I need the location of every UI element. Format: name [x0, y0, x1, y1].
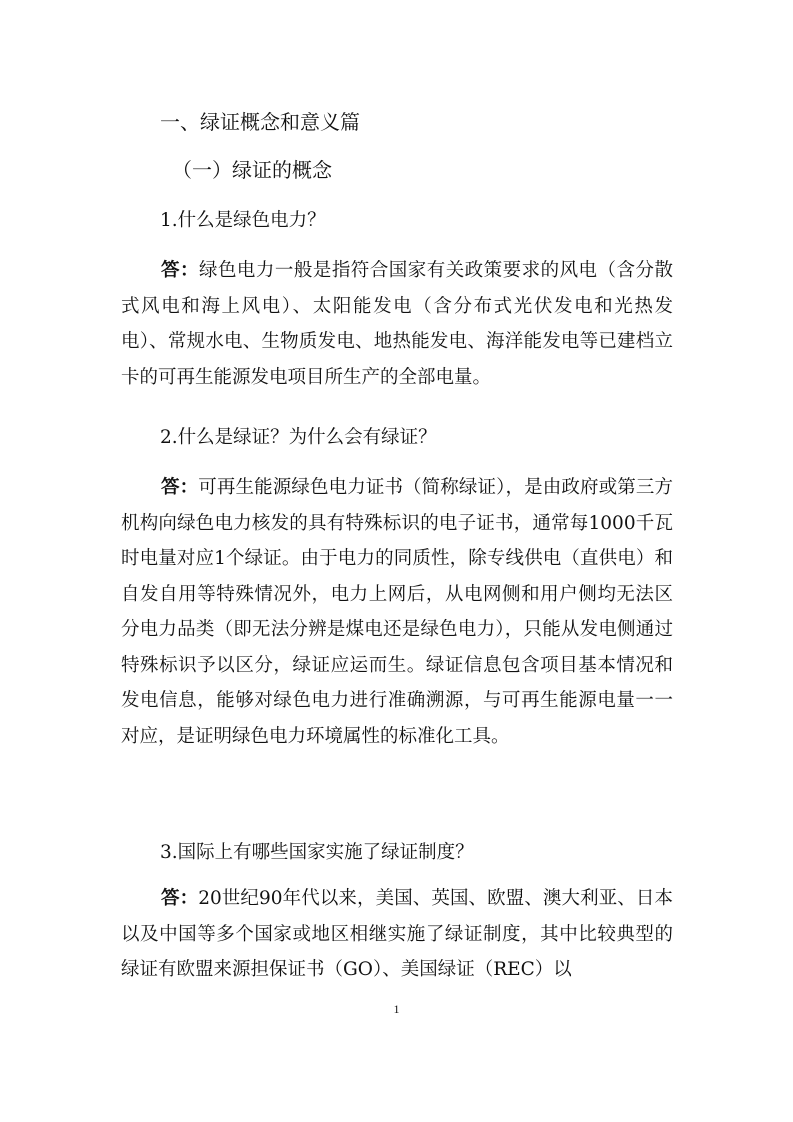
answer-label: 答： [161, 477, 199, 498]
subsection-heading: （一）绿证的概念 [172, 158, 332, 182]
answer-label: 答： [161, 888, 199, 909]
answer-text: 可再生能源绿色电力证书（简称绿证），是由政府或第三方机构向绿色电力核发的具有特殊标识的电子证书，通常每1000千瓦时电量对应1个绿证。由于电力的同质性，除专线供电（直供电）和自发自用等特殊情况外，电力上网后，从电网侧和用户侧均无法区分电力品类（即无法分辨是煤电还是绿色电力），只能从发电侧通过特殊标识予以区分，绿证应运而生。绿证信息包含项目基本情况和发电信息，能够对绿色电力进行准确溯源，与可再生能源电量一一对应，是证明绿色电力环境属性的标准化工具。 [121, 477, 673, 747]
answer-text: 20世纪90年代以来，美国、英国、欧盟、澳大利亚、日本以及中国等多个国家或地区相继实施了绿证制度，其中比较典型的绿证有欧盟来源担保证书（GO）、美国绿证（REC）以 [121, 888, 673, 980]
answer-3 [121, 881, 673, 988]
answer-label: 答： [161, 260, 199, 281]
question-1: 1.什么是绿色电力？ [160, 210, 326, 231]
section-heading: 一、绿证概念和意义篇 [160, 110, 360, 134]
page-number: 1 [393, 1002, 400, 1016]
answer-1 [121, 253, 673, 395]
answer-text: 绿色电力一般是指符合国家有关政策要求的风电（含分散式风电和海上风电）、太阳能发电（含分布式光伏发电和光热发电）、常规水电、生物质发电、地热能发电、海洋能发电等已建档立卡的可再生能源发电项目所生产的全部电量。 [121, 260, 673, 388]
question-2: 2.什么是绿证？为什么会有绿证？ [160, 427, 437, 448]
answer-2 [121, 470, 673, 754]
question-3: 3.国际上有哪些国家实施了绿证制度？ [160, 842, 474, 863]
